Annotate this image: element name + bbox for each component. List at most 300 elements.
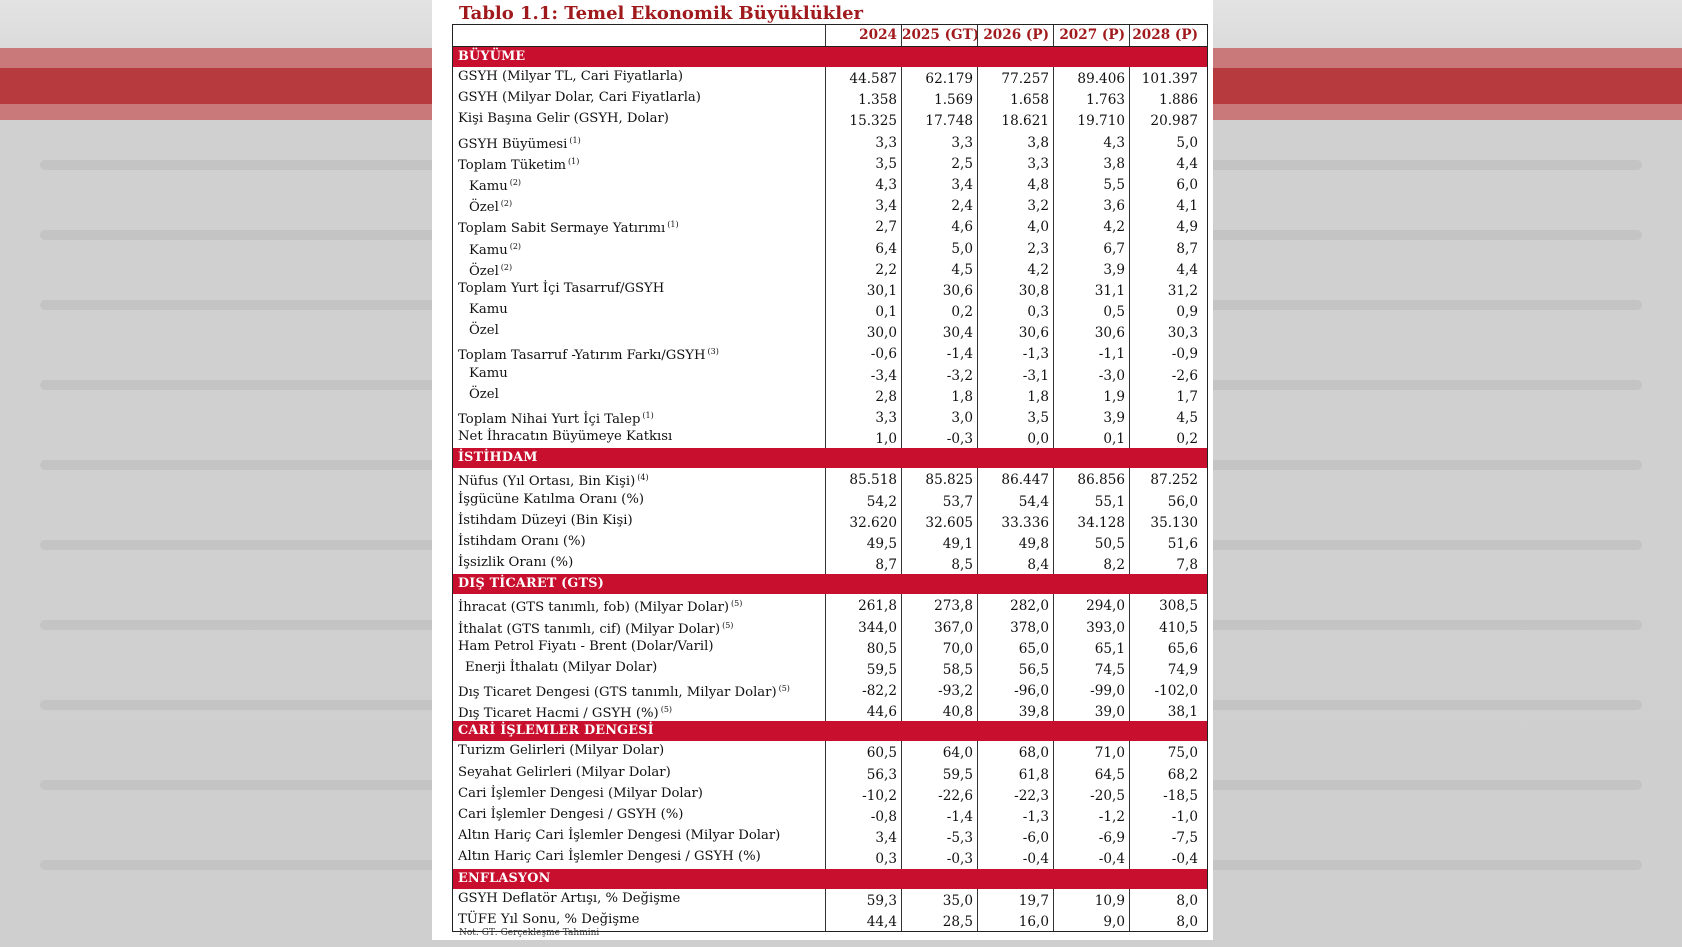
row-label-text: Özel	[469, 200, 499, 216]
value-cell: -0,9	[1129, 342, 1202, 363]
value-cell: 0,3	[977, 300, 1053, 321]
footnote-ref: (5)	[660, 705, 673, 715]
row-label-text: Özel	[469, 263, 499, 279]
row-label-text: Turizm Gelirleri (Milyar Dolar)	[458, 743, 665, 759]
value-cell: -0,4	[977, 847, 1053, 868]
value-cell: 68,2	[1129, 763, 1202, 784]
value-cell: -93,2	[901, 679, 977, 700]
section-title: CARİ İŞLEMLER DENGESİ	[458, 723, 654, 739]
value-cell: -1,1	[1053, 342, 1129, 363]
section-header	[453, 869, 1207, 889]
row-label	[453, 594, 825, 615]
row-label	[453, 194, 825, 215]
row-label-text: İşgücüne Katılma Oranı (%)	[458, 491, 644, 507]
value-cell: 65,0	[977, 637, 1053, 658]
value-cell: 49,1	[901, 532, 977, 553]
row-label	[453, 109, 825, 130]
row-label	[453, 679, 825, 700]
value-cell: -0,8	[825, 805, 901, 826]
table-row	[453, 889, 1207, 910]
value-cell: -1,0	[1129, 805, 1202, 826]
value-cell: -3,1	[977, 364, 1053, 385]
footnote-ref: (2)	[500, 262, 513, 272]
section-title: DIŞ TİCARET (GTS)	[458, 576, 604, 592]
section-header	[453, 448, 1207, 468]
value-cell: 367,0	[901, 616, 977, 637]
row-label	[453, 468, 825, 489]
section-header	[453, 721, 1207, 741]
value-cell: 31,2	[1129, 279, 1202, 300]
value-cell: 50,5	[1053, 532, 1129, 553]
value-cell: 2,7	[825, 215, 901, 236]
value-cell: 3,6	[1053, 194, 1129, 215]
value-cell: -1,3	[977, 805, 1053, 826]
value-cell: 17.748	[901, 109, 977, 130]
table-row	[453, 152, 1207, 173]
value-cell: -18,5	[1129, 784, 1202, 805]
row-label	[453, 152, 825, 173]
value-cell: 85.518	[825, 468, 901, 489]
row-label-text: Altın Hariç Cari İşlemler Dengesi / GSYH (%)	[458, 849, 761, 865]
value-cell: 4,2	[1053, 215, 1129, 236]
value-cell: 1,8	[977, 385, 1053, 406]
value-cell: -99,0	[1053, 679, 1129, 700]
value-cell: 30,6	[901, 279, 977, 300]
footnote-ref: (1)	[667, 220, 679, 230]
value-cell: 1.886	[1129, 88, 1202, 109]
footnote-ref: (1)	[642, 411, 654, 420]
value-cell: 32.620	[825, 511, 901, 532]
value-cell: 5,0	[901, 237, 977, 258]
value-cell: 7,8	[1129, 553, 1202, 574]
row-label	[453, 385, 825, 406]
row-label	[453, 805, 825, 826]
row-label	[453, 784, 825, 805]
column-header: 2024	[825, 25, 901, 46]
value-cell: 4,8	[977, 173, 1053, 194]
row-label	[453, 342, 825, 363]
value-cell: -102,0	[1129, 679, 1202, 700]
value-cell: 4,5	[901, 258, 977, 279]
table-row	[453, 194, 1207, 215]
value-cell: -1,4	[901, 342, 977, 363]
footnote-ref: (1)	[568, 156, 580, 166]
value-cell: 0,3	[825, 847, 901, 868]
value-cell: 19.710	[1053, 109, 1129, 130]
value-cell: 68,0	[977, 741, 1053, 762]
value-cell: 1,0	[825, 427, 901, 448]
table-row	[453, 594, 1207, 615]
row-label-text: Toplam Yurt İçi Tasarruf/GSYH	[458, 280, 665, 296]
row-label-text: Kamu	[469, 365, 508, 381]
value-cell: 70,0	[901, 637, 977, 658]
row-label-text: Kamu	[469, 242, 508, 258]
table-row	[453, 490, 1207, 511]
value-cell: 8,2	[1053, 553, 1129, 574]
value-cell: 30,3	[1129, 321, 1202, 342]
row-label-text: Cari İşlemler Dengesi / GSYH (%)	[458, 807, 684, 822]
value-cell: 10,9	[1053, 889, 1129, 910]
value-cell: 19,7	[977, 889, 1053, 910]
value-cell: 30,1	[825, 279, 901, 300]
table-row	[453, 826, 1207, 847]
row-label-text: Enerji İthalatı (Milyar Dolar)	[465, 659, 658, 675]
value-cell: 4,3	[1053, 131, 1129, 152]
table-row	[453, 532, 1207, 553]
value-cell: 1,8	[901, 385, 977, 406]
value-cell: 5,5	[1053, 173, 1129, 194]
value-cell: 273,8	[901, 594, 977, 615]
row-label-text: Toplam Tüketim	[458, 157, 567, 173]
value-cell: 34.128	[1053, 511, 1129, 532]
value-cell: 40,8	[901, 700, 977, 721]
value-cell: -5,3	[901, 826, 977, 847]
row-label	[453, 511, 825, 532]
row-label	[453, 553, 825, 574]
value-cell: 6,0	[1129, 173, 1202, 194]
value-cell: 33.336	[977, 511, 1053, 532]
value-cell: 3,4	[901, 173, 977, 194]
table-row	[453, 700, 1207, 721]
row-label-text: Dış Ticaret Dengesi (GTS tanımlı, Milyar Dolar)	[458, 685, 777, 701]
value-cell: 30,8	[977, 279, 1053, 300]
row-label	[453, 321, 825, 342]
table-row	[453, 215, 1207, 236]
table-row	[453, 258, 1207, 279]
row-label	[453, 741, 825, 762]
value-cell: 1.569	[901, 88, 977, 109]
value-cell: 75,0	[1129, 741, 1202, 762]
value-cell: 54,4	[977, 490, 1053, 511]
row-label-text: Toplam Nihai Yurt İçi Talep	[458, 412, 641, 427]
value-cell: 8,0	[1129, 910, 1202, 931]
footnote-ref: (5)	[722, 620, 734, 630]
value-cell: 80,5	[825, 637, 901, 658]
value-cell: 4,2	[977, 258, 1053, 279]
table-row	[453, 763, 1207, 784]
value-cell: -6,0	[977, 826, 1053, 847]
value-cell: -3,2	[901, 364, 977, 385]
row-label-text: GSYH (Milyar Dolar, Cari Fiyatlarla)	[458, 90, 701, 106]
value-cell: 20.987	[1129, 109, 1202, 130]
row-label-text: GSYH (Milyar TL, Cari Fiyatlarla)	[458, 69, 684, 84]
table-row	[453, 805, 1207, 826]
row-label	[453, 532, 825, 553]
value-cell: 393,0	[1053, 616, 1129, 637]
row-label-text: Seyahat Gelirleri (Milyar Dolar)	[458, 764, 671, 780]
value-cell: 4,5	[1129, 406, 1202, 427]
table-row	[453, 385, 1207, 406]
value-cell: 44.587	[825, 67, 901, 88]
value-cell: 39,8	[977, 700, 1053, 721]
section-header	[453, 574, 1207, 594]
value-cell: 4,1	[1129, 194, 1202, 215]
value-cell: 15.325	[825, 109, 901, 130]
value-cell: 0,2	[901, 300, 977, 321]
value-cell: -22,6	[901, 784, 977, 805]
value-cell: 30,6	[1053, 321, 1129, 342]
table-row	[453, 427, 1207, 448]
row-label	[453, 889, 825, 910]
table-header-row	[453, 25, 1207, 47]
value-cell: 65,6	[1129, 637, 1202, 658]
row-label	[453, 131, 825, 152]
value-cell: 4,9	[1129, 215, 1202, 236]
value-cell: 4,3	[825, 173, 901, 194]
column-header: 2026 (P)	[977, 25, 1053, 46]
footnote-ref: (5)	[778, 684, 790, 694]
table-title: Tablo 1.1: Temel Ekonomik Büyüklükler	[459, 3, 864, 24]
row-label	[453, 279, 825, 300]
value-cell: 2,2	[825, 258, 901, 279]
footnote-ref: (5)	[731, 599, 743, 609]
table-row	[453, 847, 1207, 868]
value-cell: 31,1	[1053, 279, 1129, 300]
value-cell: 32.605	[901, 511, 977, 532]
row-label-text: TÜFE Yıl Sonu, % Değişme	[458, 911, 640, 927]
value-cell: -20,5	[1053, 784, 1129, 805]
column-header: 2028 (P)	[1129, 25, 1202, 46]
row-label-text: İstihdam Oranı (%)	[458, 533, 586, 549]
value-cell: 3,9	[1053, 258, 1129, 279]
row-label-text: İşsizlik Oranı (%)	[458, 555, 574, 571]
value-cell: 74,9	[1129, 658, 1202, 679]
value-cell: -82,2	[825, 679, 901, 700]
value-cell: -0,4	[1129, 847, 1202, 868]
value-cell: 3,4	[825, 194, 901, 215]
value-cell: 344,0	[825, 616, 901, 637]
value-cell: 8,5	[901, 553, 977, 574]
value-cell: 30,0	[825, 321, 901, 342]
row-label	[453, 847, 825, 868]
table-row	[453, 658, 1207, 679]
table-row	[453, 637, 1207, 658]
value-cell: 54,2	[825, 490, 901, 511]
row-label	[453, 237, 825, 258]
value-cell: 53,7	[901, 490, 977, 511]
table-row	[453, 279, 1207, 300]
value-cell: 4,6	[901, 215, 977, 236]
value-cell: 3,3	[825, 406, 901, 427]
value-cell: 1,7	[1129, 385, 1202, 406]
value-cell: 38,1	[1129, 700, 1202, 721]
value-cell: 65,1	[1053, 637, 1129, 658]
footnote-ref: (2)	[500, 199, 513, 209]
value-cell: 89.406	[1053, 67, 1129, 88]
value-cell: -1,3	[977, 342, 1053, 363]
row-label	[453, 364, 825, 385]
value-cell: 6,4	[825, 237, 901, 258]
value-cell: 2,5	[901, 152, 977, 173]
value-cell: 77.257	[977, 67, 1053, 88]
section-title: BÜYÜME	[458, 49, 526, 64]
value-cell: 58,5	[901, 658, 977, 679]
table-row	[453, 131, 1207, 152]
value-cell: -0,3	[901, 427, 977, 448]
value-cell: 1,9	[1053, 385, 1129, 406]
value-cell: 30,4	[901, 321, 977, 342]
value-cell: 49,8	[977, 532, 1053, 553]
value-cell: 51,6	[1129, 532, 1202, 553]
value-cell: 3,8	[977, 131, 1053, 152]
row-label	[453, 826, 825, 847]
row-label-text: Cari İşlemler Dengesi (Milyar Dolar)	[458, 785, 703, 801]
value-cell: 282,0	[977, 594, 1053, 615]
value-cell: 308,5	[1129, 594, 1202, 615]
value-cell: -0,3	[901, 847, 977, 868]
row-label	[453, 427, 825, 448]
value-cell: 6,7	[1053, 237, 1129, 258]
table-row	[453, 406, 1207, 427]
column-header: 2027 (P)	[1053, 25, 1129, 46]
table-row	[453, 553, 1207, 574]
value-cell: 3,3	[977, 152, 1053, 173]
value-cell: 1.658	[977, 88, 1053, 109]
value-cell: -96,0	[977, 679, 1053, 700]
section-header	[453, 47, 1207, 67]
row-label-text: Toplam Tasarruf -Yatırım Farkı/GSYH	[458, 348, 706, 364]
value-cell: 62.179	[901, 67, 977, 88]
row-label	[453, 88, 825, 109]
value-cell: -0,4	[1053, 847, 1129, 868]
table-row	[453, 342, 1207, 363]
footnote-ref: (4)	[637, 473, 649, 483]
row-label-text: Kamu	[469, 302, 508, 318]
footnote-ref: (2)	[509, 177, 522, 187]
value-cell: 3,4	[825, 826, 901, 847]
value-cell: 0,2	[1129, 427, 1202, 448]
table-row	[453, 468, 1207, 489]
row-label-text: İstihdam Düzeyi (Bin Kişi)	[458, 512, 633, 528]
row-label	[453, 490, 825, 511]
value-cell: 5,0	[1129, 131, 1202, 152]
footnote-ref: (1)	[569, 135, 581, 145]
table-row	[453, 88, 1207, 109]
value-cell: -1,2	[1053, 805, 1129, 826]
value-cell: -10,2	[825, 784, 901, 805]
table-row	[453, 237, 1207, 258]
row-label	[453, 300, 825, 321]
table-row	[453, 300, 1207, 321]
value-cell: -1,4	[901, 805, 977, 826]
value-cell: 2,3	[977, 237, 1053, 258]
row-label-text: Net İhracatın Büyümeye Katkısı	[458, 429, 673, 445]
table-row	[453, 173, 1207, 194]
value-cell: 3,2	[977, 194, 1053, 215]
value-cell: 2,4	[901, 194, 977, 215]
value-cell: 4,4	[1129, 258, 1202, 279]
row-label	[453, 258, 825, 279]
row-label-text: Dış Ticaret Hacmi / GSYH (%)	[458, 706, 659, 722]
value-cell: -3,0	[1053, 364, 1129, 385]
row-label	[453, 616, 825, 637]
row-label	[453, 700, 825, 721]
row-label-text: Ham Petrol Fiyatı - Brent (Dolar/Varil)	[458, 638, 714, 654]
section-title: İSTİHDAM	[458, 450, 538, 466]
value-cell: 0,0	[977, 427, 1053, 448]
value-cell: 3,9	[1053, 406, 1129, 427]
value-cell: 261,8	[825, 594, 901, 615]
table-row	[453, 67, 1207, 88]
header-label-cell	[453, 25, 825, 46]
value-cell: 8,4	[977, 553, 1053, 574]
row-label-text: İthalat (GTS tanımlı, cif) (Milyar Dolar)	[458, 621, 721, 637]
economic-indicators-table	[452, 24, 1208, 932]
document-page	[432, 0, 1213, 940]
value-cell: 64,0	[901, 741, 977, 762]
row-label-text: Özel	[469, 323, 499, 339]
value-cell: 3,3	[825, 131, 901, 152]
table-row	[453, 679, 1207, 700]
value-cell: 3,3	[901, 131, 977, 152]
value-cell: 30,6	[977, 321, 1053, 342]
value-cell: 16,0	[977, 910, 1053, 931]
value-cell: 3,5	[977, 406, 1053, 427]
value-cell: 74,5	[1053, 658, 1129, 679]
value-cell: 410,5	[1129, 616, 1202, 637]
value-cell: 87.252	[1129, 468, 1202, 489]
row-label-text: Kamu	[469, 178, 508, 194]
value-cell: 56,5	[977, 658, 1053, 679]
row-label	[453, 637, 825, 658]
row-label	[453, 406, 825, 427]
value-cell: 59,5	[825, 658, 901, 679]
value-cell: 86.447	[977, 468, 1053, 489]
value-cell: 56,0	[1129, 490, 1202, 511]
row-label-text: Nüfus (Yıl Ortası, Bin Kişi)	[458, 474, 636, 490]
value-cell: 1.358	[825, 88, 901, 109]
footnote-ref: (3)	[707, 347, 719, 357]
value-cell: 59,3	[825, 889, 901, 910]
row-label-text: GSYH Deflatör Artışı, % Değişme	[458, 890, 681, 906]
value-cell: 1.763	[1053, 88, 1129, 109]
value-cell: 2,8	[825, 385, 901, 406]
row-label	[453, 67, 825, 88]
value-cell: 64,5	[1053, 763, 1129, 784]
value-cell: 28,5	[901, 910, 977, 931]
value-cell: 35.130	[1129, 511, 1202, 532]
row-label-text: İhracat (GTS tanımlı, fob) (Milyar Dolar)	[458, 600, 730, 616]
row-label	[453, 173, 825, 194]
footnote-ref: (2)	[509, 241, 522, 251]
value-cell: 9,0	[1053, 910, 1129, 931]
row-label-text: Özel	[469, 386, 499, 402]
row-label-text: Kişi Başına Gelir (GSYH, Dolar)	[458, 111, 669, 127]
value-cell: 101.397	[1129, 67, 1202, 88]
value-cell: -3,4	[825, 364, 901, 385]
column-header: 2025 (GT)	[901, 25, 977, 46]
row-label	[453, 658, 825, 679]
row-label-text: Toplam Sabit Sermaye Yatırımı	[458, 221, 666, 237]
value-cell: 55,1	[1053, 490, 1129, 511]
value-cell: 61,8	[977, 763, 1053, 784]
table-row	[453, 364, 1207, 385]
value-cell: 44,4	[825, 910, 901, 931]
value-cell: 44,6	[825, 700, 901, 721]
value-cell: 8,0	[1129, 889, 1202, 910]
value-cell: 39,0	[1053, 700, 1129, 721]
value-cell: -6,9	[1053, 826, 1129, 847]
value-cell: -7,5	[1129, 826, 1202, 847]
value-cell: 18.621	[977, 109, 1053, 130]
value-cell: 0,5	[1053, 300, 1129, 321]
footnote: Not: GT: Gerçekleşme Tahmini	[459, 928, 600, 938]
value-cell: -0,6	[825, 342, 901, 363]
value-cell: -2,6	[1129, 364, 1202, 385]
value-cell: 56,3	[825, 763, 901, 784]
value-cell: 3,5	[825, 152, 901, 173]
value-cell: -22,3	[977, 784, 1053, 805]
